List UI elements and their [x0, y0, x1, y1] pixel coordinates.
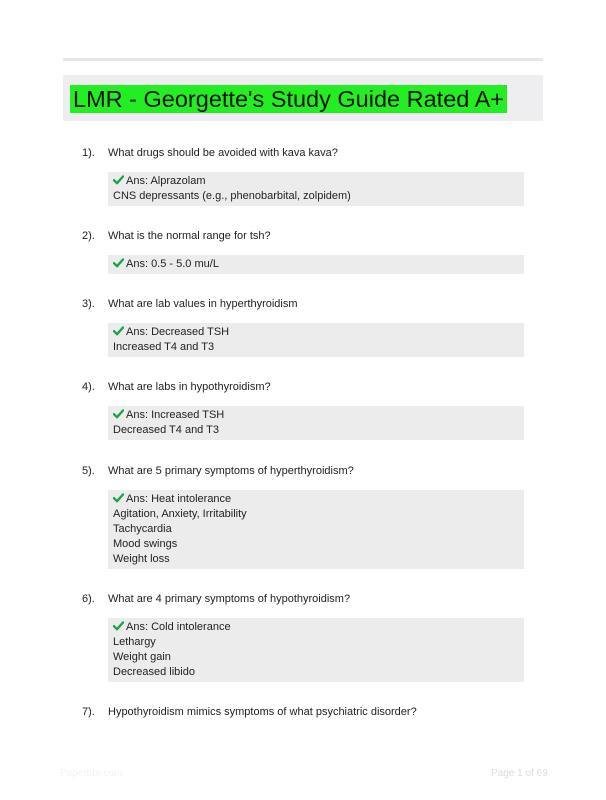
answer-box [108, 490, 524, 569]
answer-line: Increased T4 and T3 [113, 341, 215, 353]
question-text: What drugs should be avoided with kava kava? [108, 147, 338, 159]
question-number: 6). [82, 593, 95, 605]
answer-line: Tachycardia [113, 523, 172, 535]
question-text: What are 5 primary symptoms of hyperthyroidism? [108, 465, 354, 477]
question-text: What are labs in hypothyroidism? [108, 381, 271, 393]
top-divider [63, 58, 543, 61]
question-number: 2). [82, 230, 95, 242]
question-text: Hypothyroidism mimics symptoms of what psychiatric disorder? [108, 706, 417, 718]
answer-text: Ans: Decreased TSH [126, 326, 230, 338]
answer-box [108, 172, 524, 206]
answer-box [108, 618, 524, 682]
answer-line: Agitation, Anxiety, Irritability [113, 508, 247, 520]
document-title: LMR - Georgette's Study Guide Rated A+ [70, 85, 507, 113]
question-number: 7). [82, 706, 95, 718]
answer-text: Ans: Increased TSH [126, 409, 225, 421]
answer-line: Mood swings [113, 538, 178, 550]
answer-line [113, 174, 519, 189]
check-icon [113, 621, 124, 631]
check-icon [113, 175, 124, 185]
check-icon [113, 493, 124, 503]
question-text: What are lab values in hyperthyroidism [108, 298, 298, 310]
answer-line [113, 257, 519, 272]
answer-line: Decreased T4 and T3 [113, 424, 219, 436]
answer-line [113, 408, 519, 423]
question-text: What is the normal range for tsh? [108, 230, 271, 242]
question-number: 1). [82, 147, 95, 159]
answer-line: CNS depressants (e.g., phenobarbital, zolpidem) [113, 190, 351, 202]
answer-line: Weight loss [113, 553, 170, 565]
answer-line [113, 620, 519, 635]
answer-box [108, 323, 524, 357]
page-indicator: Page 1 of 69 [491, 768, 548, 779]
answer-text: Ans: 0.5 - 5.0 mu/L [126, 258, 219, 270]
check-icon [113, 258, 124, 268]
answer-text: Ans: Cold intolerance [126, 621, 231, 633]
check-icon [113, 409, 124, 419]
answer-line: Weight gain [113, 651, 171, 663]
question-text: What are 4 primary symptoms of hypothyroidism? [108, 593, 351, 605]
answer-line [113, 325, 519, 340]
answer-box [108, 406, 524, 440]
answer-box [108, 255, 524, 274]
answer-line [113, 492, 519, 507]
answer-text: Ans: Alprazolam [126, 175, 206, 187]
footer-watermark: Paperbbr.com [60, 768, 123, 779]
answer-line: Lethargy [113, 636, 156, 648]
title-header [63, 75, 543, 121]
question-number: 5). [82, 465, 95, 477]
question-number: 3). [82, 298, 95, 310]
answer-line: Decreased libido [113, 666, 195, 678]
check-icon [113, 326, 124, 336]
question-number: 4). [82, 381, 95, 393]
answer-text: Ans: Heat intolerance [126, 493, 232, 505]
